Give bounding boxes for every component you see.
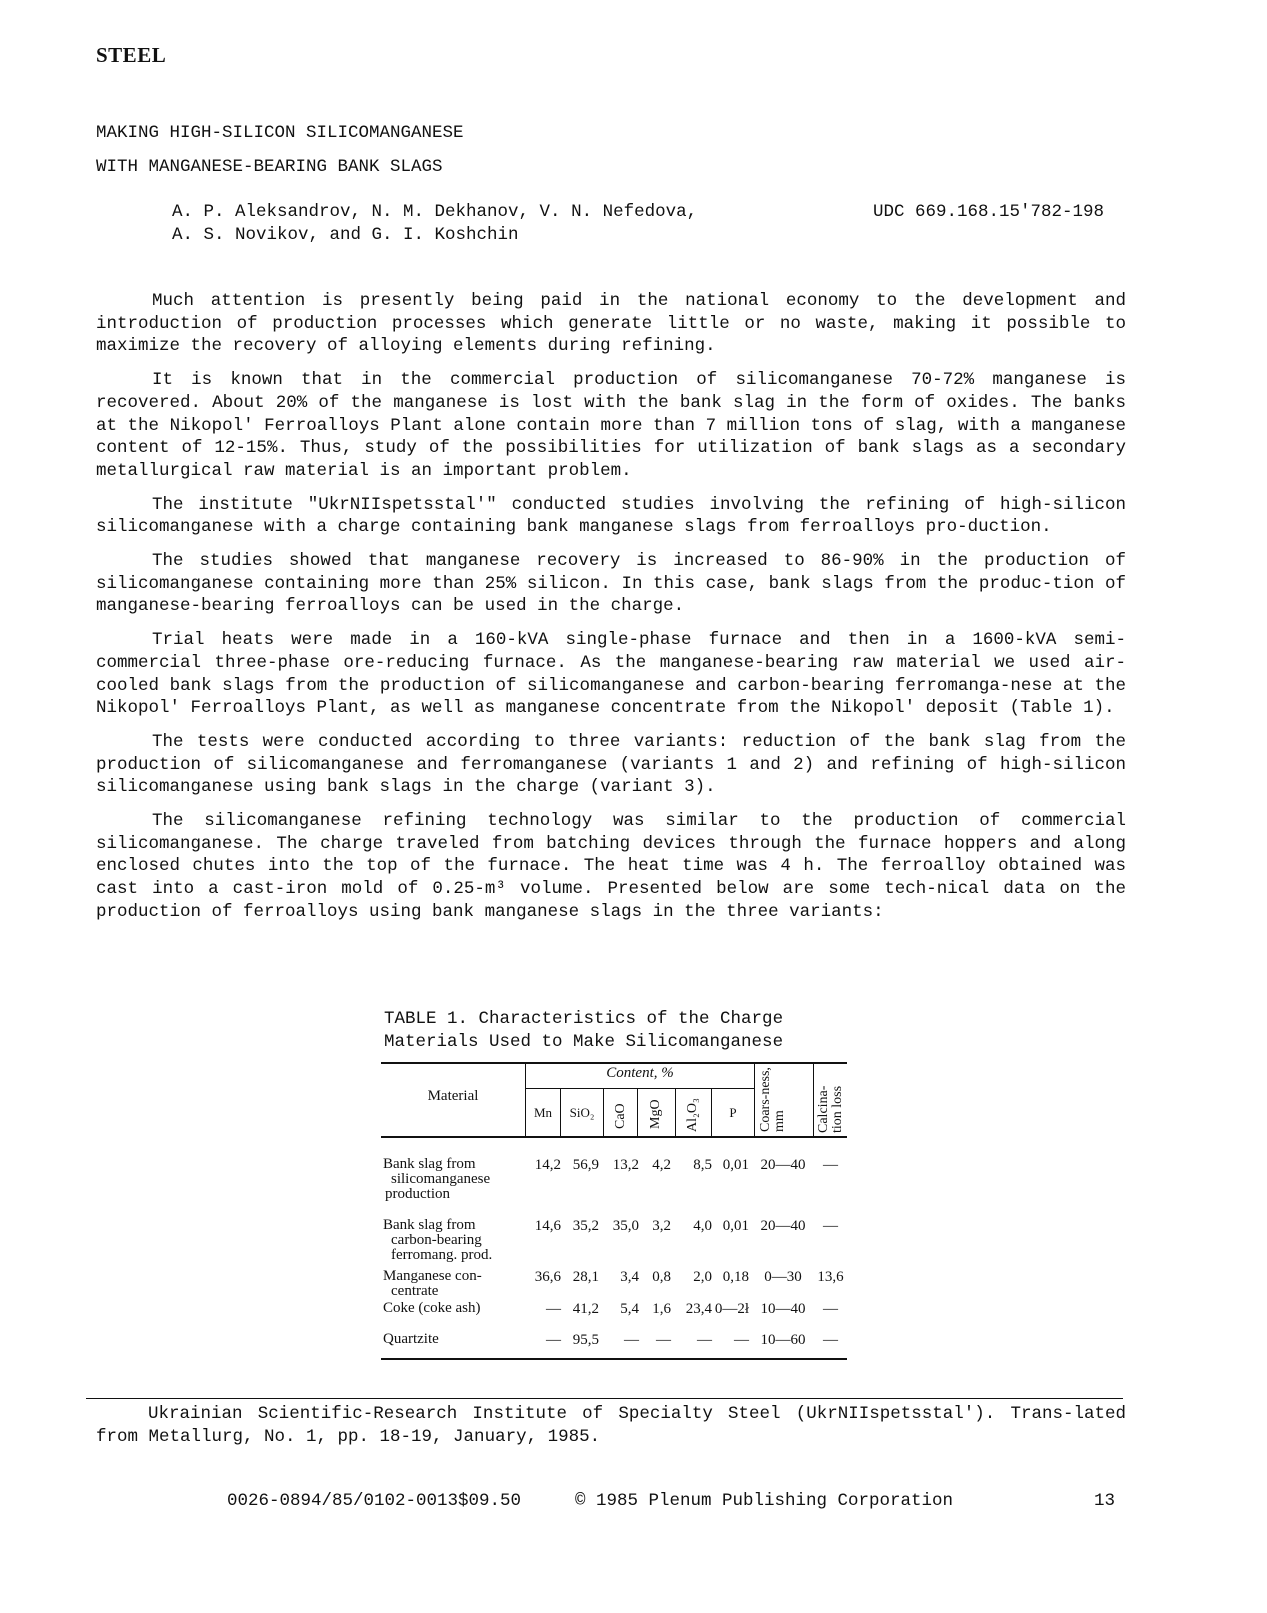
paragraph: The tests were conducted according to three variants: reduction of the bank slag from the production of silicomanganese and ferromanganese (variants 1 and 2) and refining of high-silicon silicomanganese using bank slags in the charge (variant 3). (96, 731, 1126, 798)
row-material-quartzite: Quartzite (383, 1331, 439, 1347)
paragraph: Much attention is presently being paid in the national economy to the development and introduction of production processes which generate little or no waste, making it possible to maximize the recovery of alloying elements during refining. (96, 291, 1126, 357)
header-content: Content, % (606, 1065, 674, 1081)
paragraph: Trial heats were made in a 160-kVA single-phase furnace and then in a 1600-kVA semi-commercial three-phase ore-reducing furnace. As the manganese-bearing raw material we used air-cooled bank slags from the production of silicomanganese and carbon-bearing ferromanga-nese at the Nikopol' Ferroalloys Plant, as well as manganese concentrate from the Nikopol' deposit (Table 1). (96, 630, 1126, 719)
cell-sio2: 56,9 (572, 1157, 599, 1173)
cell-coarseness: 20—40 (760, 1218, 806, 1234)
header-divider (675, 1089, 676, 1137)
authors-line-1: A. P. Aleksandrov, N. M. Dekhanov, V. N. Nefedova, (172, 202, 698, 222)
cell-p: 0—2ł (714, 1301, 749, 1317)
header-col-al2o3: Al₂O₃ (685, 1098, 700, 1132)
row-material-bank-slag-silicomanganese: Bank slag from silicomanganese production (383, 1156, 491, 1202)
row-material-manganese-concentrate: Manganese con- centrate (383, 1268, 482, 1299)
paragraph: The studies showed that manganese recovery is increased to 86-90% in the production of silicomanganese containing more than 25% silicon. In this case, bank slags from the produc-tion of manganese-bearing ferroalloys can be used in the charge. (96, 551, 1126, 617)
cell-mgo: — (656, 1332, 671, 1348)
cell-p: 0,01 (722, 1218, 749, 1234)
header-col-p: P (729, 1105, 737, 1120)
cell-cao: 35,0 (612, 1218, 639, 1234)
cell-cao: 5,4 (620, 1301, 639, 1317)
header-divider (637, 1089, 638, 1137)
article-title-line-2: WITH MANGANESE-BEARING BANK SLAGS (96, 157, 443, 177)
table-caption-line-2: Materials Used to Make Silicomanganese (384, 1031, 784, 1052)
cell-mgo: 1,6 (652, 1301, 671, 1317)
section-heading: STEEL (96, 43, 167, 67)
table-caption-line-1: TABLE 1. Characteristics of the Charge (384, 1009, 784, 1029)
footnote-text: Ukrainian Scientific-Research Institute of Specialty Steel (UkrNIIspetsstal'). Trans-lated from Metallurg, No. 1, pp. 18-19, January, 1985. (96, 1404, 1126, 1447)
cell-al2o3: 2,0 (693, 1269, 712, 1285)
footnote (96, 1403, 1126, 1448)
cell-mgo: 0,8 (652, 1269, 671, 1285)
row-material-coke: Coke (coke ash) (383, 1300, 481, 1316)
cell-p: — (734, 1332, 749, 1348)
header-bottom-rule (381, 1136, 847, 1138)
cell-calcination-loss: — (823, 1157, 838, 1173)
cell-calcination-loss: — (823, 1301, 838, 1317)
cell-cao: 13,2 (612, 1157, 639, 1173)
cell-sio2: 95,5 (572, 1332, 599, 1348)
row-material-bank-slag-ferromanganese: Bank slag from carbon-bearing ferromang. prod. (383, 1217, 493, 1263)
cell-mn: — (546, 1332, 561, 1348)
paragraph: The institute "UkrNIIspetsstal'" conducted studies involving the refining of high-silicon silicomanganese with a charge containing bank manganese slags from ferroalloys pro-duction. (96, 494, 1126, 538)
authors-line-2: A. S. Novikov, and G. I. Koshchin (172, 225, 519, 245)
header-calcination-loss: Calcina-tion loss (816, 1085, 845, 1133)
cell-sio2: 35,2 (572, 1218, 599, 1234)
cell-p: 0,01 (722, 1157, 749, 1173)
cell-p: 0,18 (722, 1269, 749, 1285)
header-material: Material (427, 1088, 479, 1104)
cell-mn: — (546, 1301, 561, 1317)
cell-mn: 14,6 (534, 1218, 561, 1234)
cell-calcination-loss: 13,6 (817, 1269, 844, 1285)
header-coarseness: Coars-ness, mm (758, 1067, 787, 1132)
header-col-mn: Mn (533, 1105, 553, 1120)
paragraph: The silicomanganese refining technology was similar to the production of commercial silicomanganese. The charge traveled from batching devices through the furnace hoppers and along enclosed chutes into the top of the furnace. The heat time was 4 h. The ferroalloy obtained was cast into a cast-iron mold of 0.25-m³ volume. Presented below are some tech-nical data on the production of ferroalloys using bank manganese slags in the three variants: (96, 811, 1126, 922)
cell-mn: 14,2 (534, 1157, 561, 1173)
cell-coarseness: 10—40 (760, 1301, 806, 1317)
article-title-line-1: MAKING HIGH-SILICON SILICOMANGANESE (96, 123, 464, 143)
article-body (96, 290, 1126, 935)
table-top-rule (381, 1062, 847, 1064)
cell-coarseness: 10—60 (760, 1332, 806, 1348)
header-divider (603, 1089, 604, 1137)
cell-cao: — (624, 1332, 639, 1348)
header-divider (813, 1062, 814, 1137)
cell-calcination-loss: — (823, 1332, 838, 1348)
cell-al2o3: 4,0 (693, 1218, 712, 1234)
cell-calcination-loss: — (823, 1218, 838, 1234)
cell-coarseness: 0—30 (764, 1269, 802, 1285)
table-bottom-rule (381, 1358, 847, 1360)
cell-coarseness: 20—40 (760, 1157, 806, 1173)
udc-code: UDC 669.168.15'782-198 (873, 202, 1105, 222)
cell-mgo: 4,2 (652, 1157, 671, 1173)
cell-cao: 3,4 (620, 1269, 639, 1285)
footnote-rule (86, 1398, 1123, 1399)
cell-sio2: 41,2 (572, 1301, 599, 1317)
header-col-cao: CaO (613, 1103, 628, 1129)
cell-mgo: 3,2 (652, 1218, 671, 1234)
header-divider (754, 1062, 755, 1137)
copyright-notice: © 1985 Plenum Publishing Corporation (575, 1491, 954, 1511)
page-number: 13 (1094, 1491, 1116, 1511)
document-code: 0026-0894/85/0102-0013$09.50 (227, 1491, 522, 1511)
cell-sio2: 28,1 (572, 1269, 599, 1285)
header-col-mgo: MgO (648, 1099, 663, 1129)
cell-al2o3: — (697, 1332, 712, 1348)
cell-al2o3: 8,5 (693, 1157, 712, 1173)
table-caption (384, 1008, 783, 1053)
cell-al2o3: 23,4 (685, 1301, 712, 1317)
cell-mn: 36,6 (534, 1269, 561, 1285)
paragraph: It is known that in the commercial production of silicomanganese 70-72% manganese is recovered. About 20% of the manganese is lost with the bank slag in the form of oxides. The banks at the Nikopol' Ferroalloys Plant alone contain more than 7 million tons of slag, with a manganese content of 12-15%. Thus, study of the possibilities for utilization of bank slags as a secondary metallurgical raw material is an important problem. (96, 370, 1126, 481)
header-col-sio2: SiO₂ (569, 1105, 595, 1120)
